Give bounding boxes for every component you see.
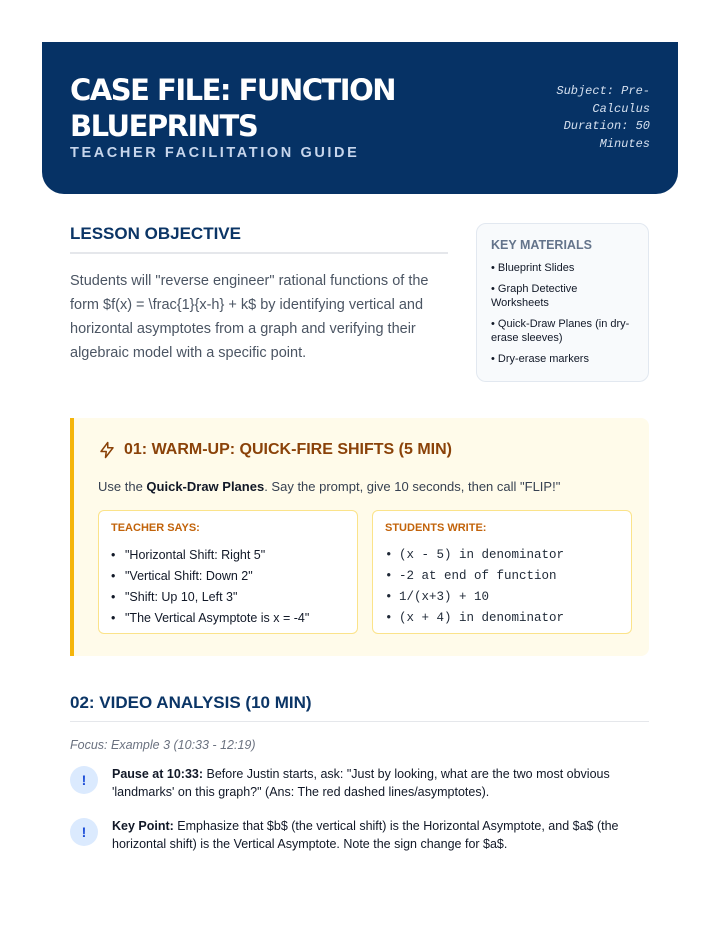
- warmup-section: [70, 418, 649, 656]
- point-text: Emphasize that $b$ (the vertical shift) is the Horizontal Asymptote, and $a$ (the horizontal shift) is the Vertical Asymptote. Note the sign change for $a$.: [112, 819, 619, 851]
- student-answer: • 1/(x+3) + 10: [385, 587, 619, 608]
- teacher-prompt: • "The Vertical Asymptote is x = -4": [111, 608, 345, 629]
- teacher-prompt: • "Horizontal Shift: Right 5": [111, 545, 345, 566]
- teacher-says-label: TEACHER SAYS:: [111, 522, 200, 534]
- video-focus: Focus: Example 3 (10:33 - 12:19): [70, 738, 256, 752]
- warmup-instructions: [98, 479, 560, 494]
- teacher-says-card: [98, 510, 358, 634]
- student-answer: • -2 at end of function: [385, 566, 619, 587]
- video-point: [70, 765, 649, 801]
- warmup-intro-suffix: . Say the prompt, give 10 seconds, then call "FLIP!": [264, 479, 561, 494]
- warmup-header: [98, 441, 452, 459]
- teacher-prompt: • "Shift: Up 10, Left 3": [111, 587, 345, 608]
- objective-text: Students will "reverse engineer" rational functions of the form $f(x) = \frac{1}{x-h} + k$ by identifying vertical and horizontal asymptotes from a graph and verifying their algebraic model with a specific point.: [70, 273, 429, 361]
- objective-heading: LESSON OBJECTIVE: [70, 224, 448, 254]
- teacher-says-list: [111, 545, 345, 629]
- video-heading: 02: VIDEO ANALYSIS (10 MIN): [70, 693, 649, 722]
- materials-item: • Blueprint Slides: [491, 262, 575, 274]
- meta-line: Calculus: [592, 101, 650, 116]
- materials-item: • Quick-Draw Planes (in dry-erase sleeves): [491, 318, 630, 344]
- materials-item: • Graph Detective Worksheets: [491, 283, 578, 309]
- exclamation-icon: !: [70, 818, 98, 846]
- materials-list: [491, 261, 634, 366]
- video-point: [70, 817, 649, 853]
- point-label: Pause at 10:33:: [112, 767, 204, 781]
- teacher-prompt: • "Vertical Shift: Down 2": [111, 566, 345, 587]
- students-write-label: STUDENTS WRITE:: [385, 522, 487, 534]
- students-write-list: [385, 545, 619, 629]
- header-banner: [42, 42, 678, 194]
- point-text: Before Justin starts, ask: "Just by looking, what are the two most obvious 'landmarks' on this graph?" (Ans: The red dashed lines/asymptotes).: [112, 767, 610, 799]
- point-label: Key Point:: [112, 819, 174, 833]
- video-analysis-section: [70, 693, 649, 853]
- warmup-heading: 01: WARM-UP: QUICK-FIRE SHIFTS (5 MIN): [124, 441, 452, 458]
- warmup-intro-bold: Quick-Draw Planes: [146, 479, 265, 494]
- lesson-objective-section: [70, 224, 448, 365]
- meta-line: Subject: Pre-: [556, 84, 650, 98]
- meta-line: Minutes: [599, 136, 650, 151]
- student-answer: • (x - 5) in denominator: [385, 545, 619, 566]
- materials-heading: KEY MATERIALS: [491, 238, 592, 252]
- students-write-card: [372, 510, 632, 634]
- student-answer: • (x + 4) in denominator: [385, 608, 619, 629]
- exclamation-icon: !: [70, 766, 98, 794]
- lesson-meta: [500, 83, 650, 153]
- lightning-icon: [98, 441, 116, 459]
- meta-line: Duration: 50: [563, 119, 650, 133]
- document-subtitle: TEACHER FACILITATION GUIDE: [70, 145, 360, 161]
- key-materials-box: [476, 223, 649, 382]
- warmup-intro-prefix: Use the: [98, 479, 147, 494]
- document-title: CASE FILE: FUNCTION BLUEPRINTS: [70, 73, 396, 143]
- materials-item: • Dry-erase markers: [491, 353, 589, 365]
